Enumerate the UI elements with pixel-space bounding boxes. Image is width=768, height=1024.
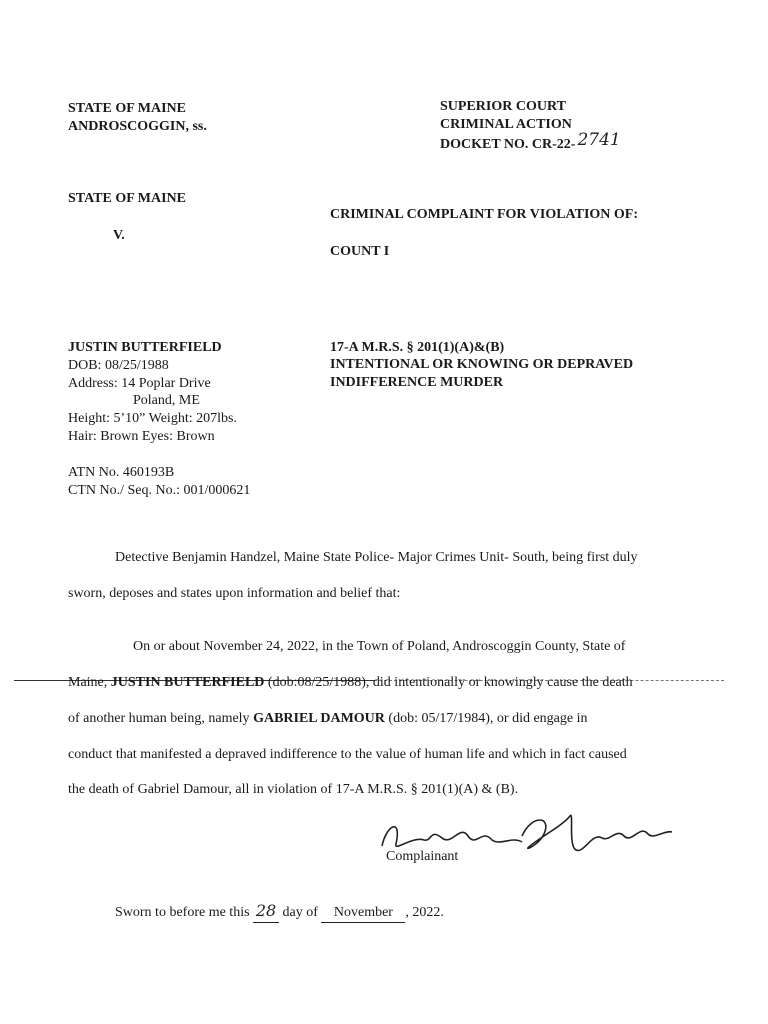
victim-name-inline: GABRIEL DAMOUR [253, 711, 385, 726]
versus-label: V. [113, 228, 125, 243]
signature-stroke-last [522, 815, 672, 850]
defendant-name: JUSTIN BUTTERFIELD [68, 340, 222, 355]
count-label: COUNT I [330, 244, 390, 259]
allegation-line-3 [68, 710, 588, 728]
intro-line-2: sworn, deposes and states upon information and belief that: [68, 586, 401, 601]
defendant-address-1: Address: 14 Poplar Drive [68, 376, 211, 391]
defendant-height-weight: Height: 5’10” Weight: 207lbs. [68, 411, 237, 426]
docket-number [440, 130, 621, 154]
jurat-day-blank [253, 902, 279, 923]
state-heading: STATE OF MAINE [68, 101, 186, 116]
plaintiff-name: STATE OF MAINE [68, 191, 186, 206]
allegation-line-2-start: Maine, [68, 675, 111, 690]
complaint-title: CRIMINAL COMPLAINT FOR VIOLATION OF: [330, 207, 639, 222]
allegation-line-3-start: of another human being, namely [68, 711, 254, 726]
jurat-month-blank [321, 904, 405, 923]
jurat-line [115, 902, 444, 923]
atn-number: ATN No. 460193B [68, 465, 175, 480]
defendant-name-inline: JUSTIN BUTTERFIELD [110, 675, 265, 690]
jurat-suffix: , 2022. [405, 905, 444, 920]
ctn-number: CTN No./ Seq. No.: 001/000621 [68, 483, 251, 498]
defendant-address-2: Poland, ME [133, 393, 200, 408]
allegation-line-3-end: (dob: 05/17/1984), or did engage in [384, 711, 588, 726]
signature-stroke-first [382, 827, 522, 847]
docket-handwritten: 2741 [577, 130, 621, 150]
allegation-line-2 [68, 674, 633, 692]
jurat-prefix: Sworn to before me this [115, 905, 254, 920]
docket-prefix: DOCKET NO. CR-22- [440, 137, 576, 152]
county-heading: ANDROSCOGGIN, ss. [68, 119, 207, 134]
jurat-month: November [333, 905, 393, 920]
charge-line-1: INTENTIONAL OR KNOWING OR DEPRAVED [330, 357, 634, 372]
charge-statute: 17-A M.R.S. § 201(1)(A)&(B) [330, 340, 505, 355]
jurat-mid: day of [279, 905, 322, 920]
allegation-line-4: conduct that manifested a depraved indifference to the value of human life and which in fact caused [68, 747, 627, 762]
allegation-line-5: the death of Gabriel Damour, all in violation of 17-A M.R.S. § 201(1)(A) & (B). [68, 782, 519, 797]
defendant-dob: DOB: 08/25/1988 [68, 358, 169, 373]
allegation-line-1: On or about November 24, 2022, in the Town of Poland, Androscoggin County, State of [133, 639, 626, 654]
jurat-day-handwritten: 28 [255, 901, 277, 920]
court-heading: SUPERIOR COURT [440, 99, 566, 114]
allegation-line-2-end: (dob:08/25/1988), did intentionally or knowingly cause the death [264, 675, 633, 690]
intro-line-1: Detective Benjamin Handzel, Maine State Police- Major Crimes Unit- South, being first duly [115, 550, 638, 565]
action-heading: CRIMINAL ACTION [440, 117, 572, 132]
defendant-hair-eyes: Hair: Brown Eyes: Brown [68, 429, 215, 444]
complainant-label: Complainant [386, 849, 459, 864]
charge-line-2: INDIFFERENCE MURDER [330, 375, 504, 390]
